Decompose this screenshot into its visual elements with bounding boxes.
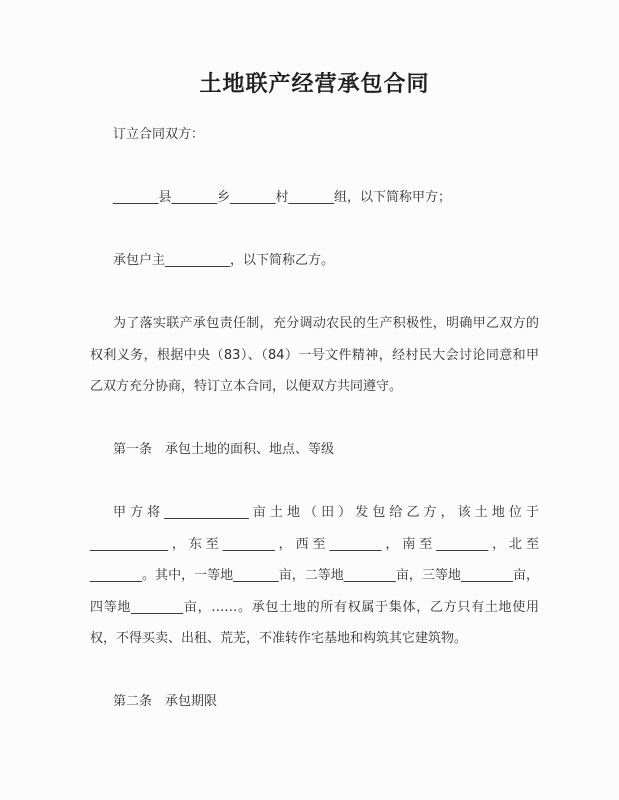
paragraph-intro: 订立合同双方： — [113, 127, 205, 142]
paragraph-article-1-body: 甲方将_____________亩土地（田）发包给乙方，该土地位于____________，东至________，西至________，南至________，北至________。其中，一等地_______亩，二等地________亩，三等地________亩，四等地________亩，……。承包土地的所有权属于集体，乙方只有土地使用权，不得买卖、出租、荒芜，不准转作宅基地和构筑其它建筑物。 — [90, 505, 539, 646]
paragraph-party-a-blank-line: _______县_______乡_______村_______组，以下简称甲方； — [113, 190, 452, 205]
paragraph-party-b-blank-line: 承包户主__________，以下简称乙方。 — [113, 253, 335, 268]
heading-article-1: 第一条 承包土地的面积、地点、等级 — [113, 442, 335, 457]
contract-title: 土地联产经营承包合同 — [199, 72, 430, 97]
heading-article-2: 第二条 承包期限 — [113, 694, 218, 709]
paragraph-preamble: 为了落实联产承包责任制，充分调动农民的生产积极性，明确甲乙双方的权利义务，根据中央（83）、（84）一号文件精神，经村民大会讨论同意和甲乙双方充分协商，特订立本合同，以便双方共同遵守。 — [90, 316, 539, 394]
